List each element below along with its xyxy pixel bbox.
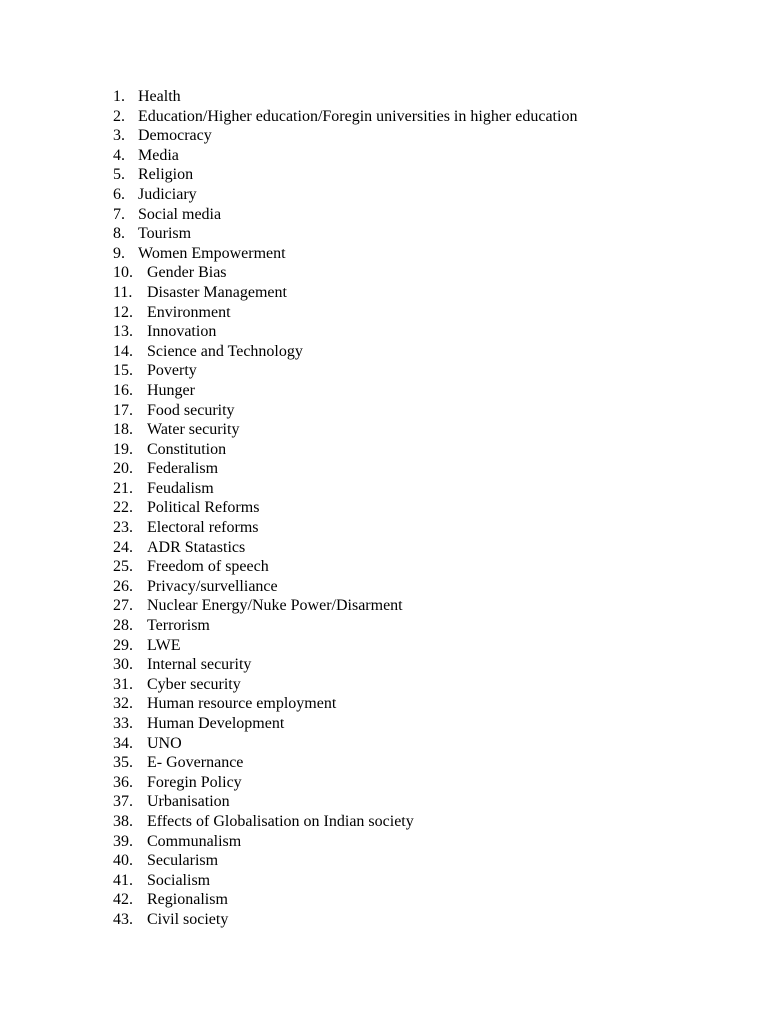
- list-item-text: Religion: [138, 166, 194, 184]
- list-item-text: Education/Higher education/Foregin universities in higher education: [138, 107, 578, 125]
- list-item-number: 5.: [113, 166, 125, 184]
- list-item: [113, 322, 577, 342]
- list-item: [113, 616, 577, 636]
- list-item-text: Human Development: [147, 715, 285, 732]
- list-item-text: Democracy: [138, 127, 212, 145]
- list-item-number: 39.: [113, 832, 133, 850]
- list-item-number: 18.: [113, 421, 133, 439]
- list-item-number: 15.: [113, 362, 133, 380]
- list-item: [113, 146, 577, 166]
- list-item-text: Civil society: [147, 910, 229, 928]
- topic-list: [113, 87, 577, 930]
- list-item: [113, 910, 577, 930]
- list-item-text: Environment: [147, 303, 231, 321]
- list-item: [113, 734, 577, 754]
- list-item-number: 37.: [113, 793, 133, 811]
- list-item: [113, 832, 577, 852]
- list-item: [113, 675, 577, 695]
- list-item-text: Media: [138, 146, 179, 164]
- list-item-number: 33.: [113, 715, 133, 732]
- list-item-number: 3.: [113, 127, 125, 145]
- list-item-text: Judiciary: [138, 185, 197, 203]
- list-item: [113, 165, 577, 185]
- list-item-text: Food security: [147, 401, 235, 419]
- list-item: [113, 126, 577, 146]
- list-item-number: 21.: [113, 479, 133, 497]
- list-item: [113, 714, 577, 734]
- list-item-text: Feudalism: [147, 479, 214, 497]
- list-item-number: 28.: [113, 617, 133, 635]
- list-item: [113, 244, 577, 264]
- list-item-text: Internal security: [147, 656, 252, 674]
- list-item-text: Electoral reforms: [147, 519, 259, 537]
- list-item: [113, 636, 577, 656]
- list-item: [113, 694, 577, 714]
- list-item-text: Political Reforms: [147, 499, 260, 517]
- list-item-number: 29.: [113, 636, 133, 654]
- list-item-text: Hunger: [147, 381, 195, 399]
- list-item-text: Federalism: [147, 460, 219, 478]
- list-item-number: 17.: [113, 401, 133, 419]
- list-item: [113, 538, 577, 558]
- list-item-number: 31.: [113, 675, 133, 693]
- list-item: [113, 479, 577, 499]
- list-item-text: Innovation: [147, 323, 217, 341]
- list-item-number: 7.: [113, 205, 125, 223]
- list-item-number: 9.: [113, 244, 125, 262]
- list-item-text: Effects of Globalisation on Indian society: [147, 812, 414, 830]
- list-item-text: Foregin Policy: [147, 773, 242, 791]
- list-item-text: Regionalism: [147, 891, 228, 909]
- list-item-text: Freedom of speech: [147, 558, 269, 576]
- list-item-text: Cyber security: [147, 675, 241, 693]
- list-item-number: 25.: [113, 558, 133, 576]
- list-item: [113, 87, 577, 107]
- list-item-number: 13.: [113, 323, 133, 341]
- list-item-text: Nuclear Energy/Nuke Power/Disarment: [147, 597, 403, 615]
- list-item-text: UNO: [147, 734, 182, 752]
- list-item-text: ADR Statastics: [147, 538, 246, 556]
- list-item: [113, 890, 577, 910]
- list-item-number: 4.: [113, 146, 125, 164]
- list-item-text: Tourism: [138, 225, 192, 243]
- list-item: [113, 792, 577, 812]
- list-item: [113, 518, 577, 538]
- list-item: [113, 440, 577, 460]
- list-item: [113, 459, 577, 479]
- list-item: [113, 557, 577, 577]
- list-item-text: Health: [138, 88, 181, 105]
- list-item: [113, 381, 577, 401]
- list-item-text: Constitution: [147, 440, 227, 458]
- list-item-text: Communalism: [147, 832, 242, 850]
- list-item-number: 27.: [113, 597, 133, 615]
- list-item: [113, 401, 577, 421]
- list-item-text: Human resource employment: [147, 695, 337, 713]
- list-item-number: 8.: [113, 225, 125, 243]
- list-item-number: 35.: [113, 754, 133, 772]
- list-item-number: 43.: [113, 910, 133, 928]
- list-item: [113, 342, 577, 362]
- list-item-number: 32.: [113, 695, 133, 713]
- list-item-number: 10.: [113, 264, 133, 282]
- list-item-text: Poverty: [147, 362, 197, 380]
- list-item: [113, 420, 577, 440]
- list-item: [113, 361, 577, 381]
- list-item-text: Terrorism: [147, 617, 210, 635]
- list-item-number: 40.: [113, 852, 133, 870]
- list-item-text: E- Governance: [147, 754, 244, 772]
- list-item: [113, 871, 577, 891]
- list-item: [113, 812, 577, 832]
- list-item-number: 20.: [113, 460, 133, 478]
- list-item: [113, 283, 577, 303]
- list-item-number: 41.: [113, 871, 133, 889]
- list-item-text: Secularism: [147, 852, 219, 870]
- list-item: [113, 205, 577, 225]
- list-item-number: 34.: [113, 734, 133, 752]
- list-item: [113, 498, 577, 518]
- list-item: [113, 185, 577, 205]
- list-item-text: Gender Bias: [147, 264, 227, 282]
- list-item-text: Disaster Management: [147, 283, 287, 301]
- list-item-number: 19.: [113, 440, 133, 458]
- list-item: [113, 773, 577, 793]
- list-item-number: 30.: [113, 656, 133, 674]
- list-item-number: 11.: [113, 283, 133, 301]
- list-item: [113, 107, 577, 127]
- list-item-number: 16.: [113, 381, 133, 399]
- list-item-text: LWE: [147, 636, 181, 654]
- list-item-text: Urbanisation: [147, 793, 230, 811]
- list-item: [113, 851, 577, 871]
- list-item-number: 26.: [113, 577, 133, 595]
- list-item: [113, 577, 577, 597]
- list-item: [113, 655, 577, 675]
- list-item-number: 12.: [113, 303, 133, 321]
- list-item-number: 1.: [113, 88, 125, 105]
- list-item-text: Women Empowerment: [138, 244, 286, 262]
- list-item-number: 24.: [113, 538, 133, 556]
- list-item-number: 38.: [113, 812, 133, 830]
- list-item-number: 2.: [113, 107, 125, 125]
- list-item-text: Social media: [138, 205, 222, 223]
- list-item-number: 23.: [113, 519, 133, 537]
- list-item-text: Water security: [147, 421, 240, 439]
- list-item: [113, 263, 577, 283]
- list-item-text: Science and Technology: [147, 342, 303, 360]
- list-item: [113, 596, 577, 616]
- list-item-number: 36.: [113, 773, 133, 791]
- list-item-text: Privacy/survelliance: [147, 577, 278, 595]
- list-item-number: 6.: [113, 185, 125, 203]
- list-item-number: 22.: [113, 499, 133, 517]
- list-item-text: Socialism: [147, 871, 211, 889]
- list-item-number: 42.: [113, 891, 133, 909]
- list-item: [113, 224, 577, 244]
- list-item: [113, 753, 577, 773]
- list-item-number: 14.: [113, 342, 133, 360]
- list-item: [113, 303, 577, 323]
